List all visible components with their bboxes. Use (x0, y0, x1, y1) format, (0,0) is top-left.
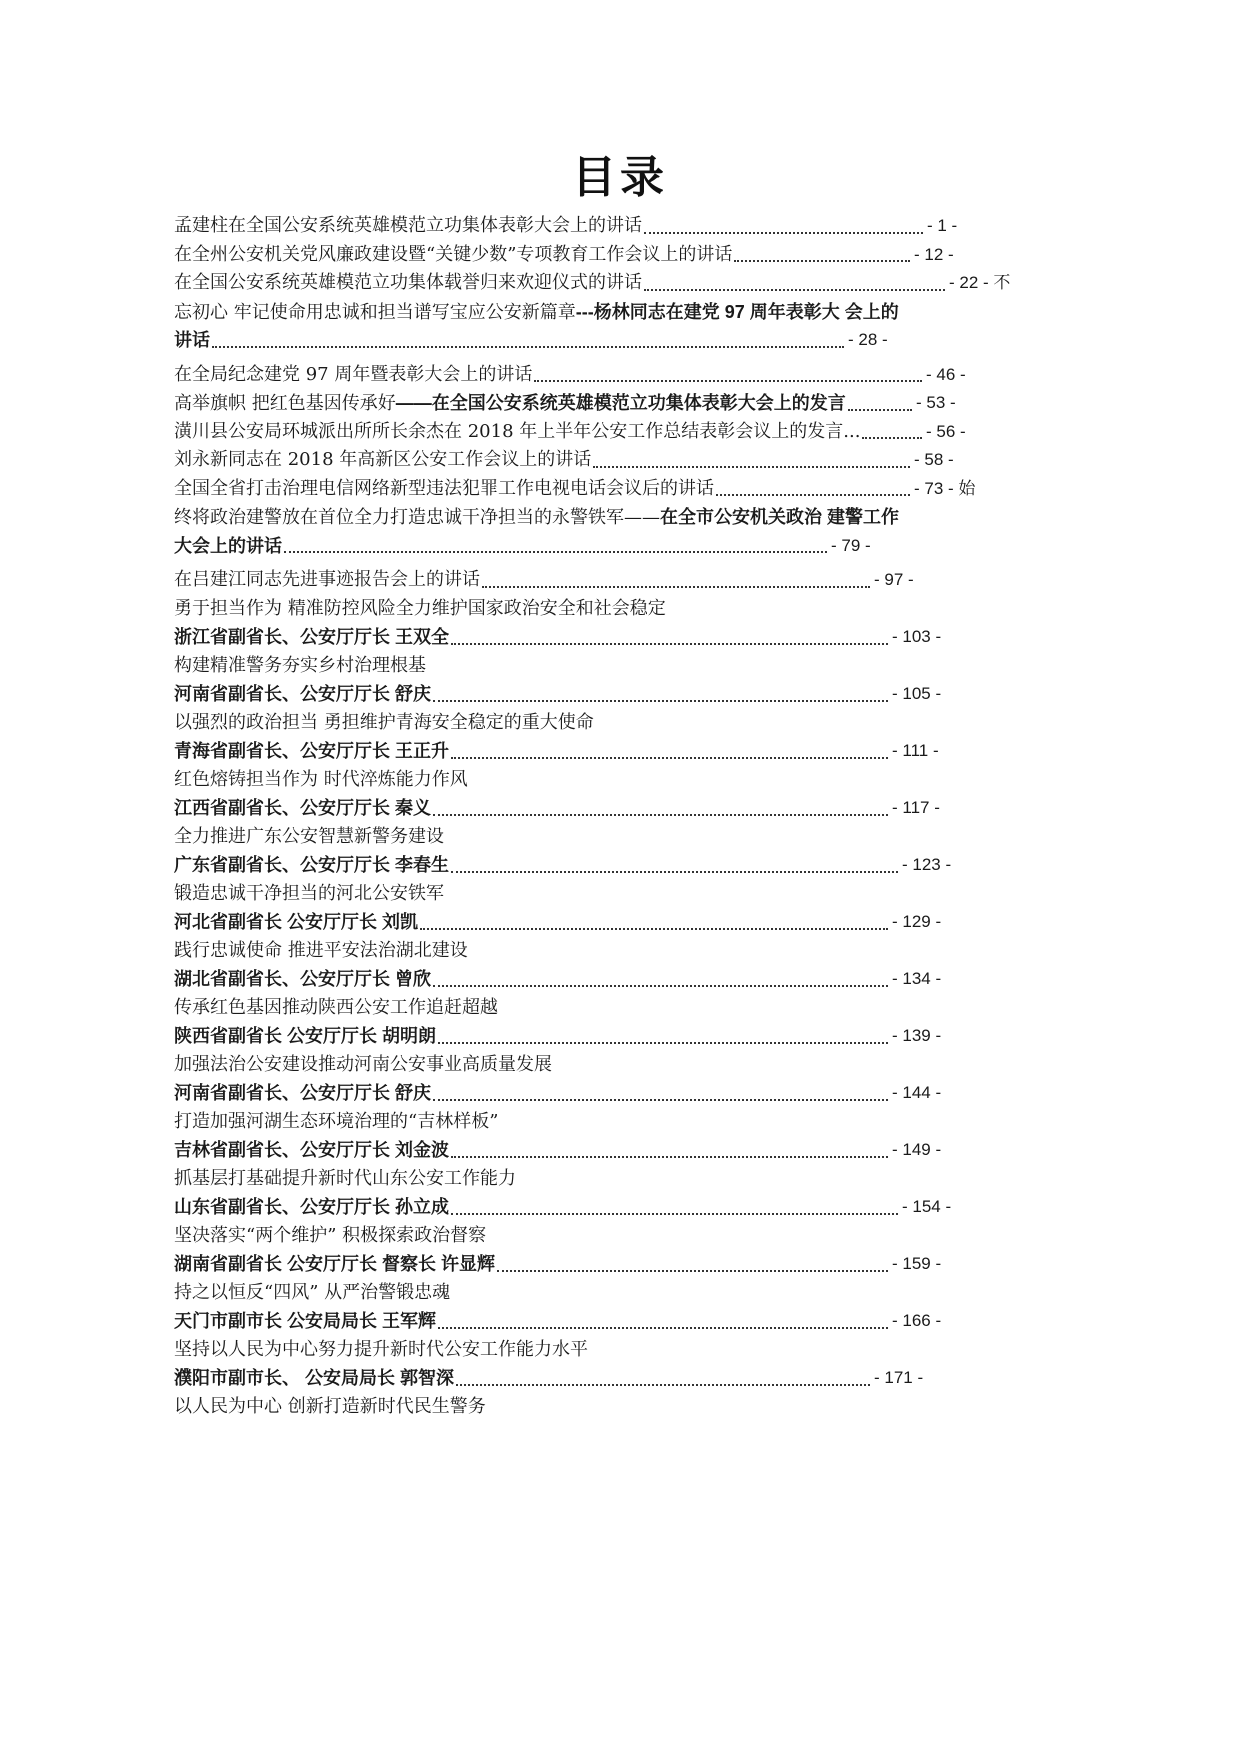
toc-entry[interactable] (174, 851, 1086, 880)
toc-entry[interactable] (174, 1279, 1086, 1308)
toc-entry-title (174, 826, 444, 847)
toc-entry-title (174, 1026, 436, 1047)
toc-page-number: - 56 - (926, 418, 966, 447)
toc-entry[interactable] (174, 269, 1086, 298)
toc-entry[interactable] (174, 709, 1086, 738)
toc-entry-title (174, 1311, 436, 1332)
dot-leader (451, 1156, 888, 1158)
dot-leader (534, 380, 922, 382)
dot-leader (644, 289, 945, 291)
toc-entry[interactable] (174, 1079, 1086, 1108)
toc-entry[interactable] (174, 418, 1086, 447)
toc-entry-text: 湖南省副省长 公安厅厅长 督察长 许显辉 (174, 1254, 496, 1274)
toc-entry-text: 濮阳市副市长、 公安局局长 郭智深 (174, 1368, 455, 1388)
toc-entry-text: 忘初心 牢记使命用忠诚和担当谱写宝应公安新篇章 (174, 301, 576, 323)
dot-leader (593, 466, 910, 468)
toc-entry-title (174, 769, 468, 790)
toc-entry-text: 高举旗帜 把红色基因传承好 (174, 393, 396, 414)
dot-leader (284, 551, 827, 553)
toc-page-number: - 159 - (892, 1250, 941, 1279)
toc-page-number: - 139 - (892, 1022, 941, 1051)
toc-entry-title (174, 1282, 450, 1303)
dot-leader (212, 346, 844, 348)
toc-entry-text: 在全国公安系统英雄模范立功集体载誉归来欢迎仪式的讲话 (174, 272, 642, 293)
toc-entry-title (174, 1396, 486, 1417)
toc-page-number: - 123 - (902, 851, 951, 880)
toc-entry[interactable] (174, 1250, 1086, 1279)
toc-entry-title (174, 536, 282, 557)
toc-entry-text: 在吕建江同志先进事迹报告会上的讲话 (174, 569, 480, 590)
dot-leader (716, 494, 910, 496)
toc-page-number: - 149 - (892, 1136, 941, 1165)
dot-leader (451, 757, 888, 759)
dot-leader (497, 1270, 888, 1272)
toc-entry[interactable] (174, 737, 1086, 766)
toc-entry-title (174, 1339, 588, 1360)
toc-entry-text: 以人民为中心 创新打造新时代民生警务 (174, 1395, 486, 1417)
toc-page-number: - 53 - (916, 389, 956, 418)
toc-entry-text: 江西省副省长、公安厅厅长 秦义 (174, 798, 431, 818)
toc-entry[interactable] (174, 566, 1086, 595)
dot-leader (862, 437, 922, 439)
toc-entry-title (174, 302, 899, 323)
toc-entry-title (174, 997, 498, 1018)
toc-entry-text: 在全市公安机关政治 建警工作 (660, 507, 899, 527)
toc-entry-title (174, 393, 846, 414)
toc-entry-text: 青海省副省长、公安厅厅长 王正升 (174, 741, 449, 761)
toc-entry-title (174, 969, 431, 990)
toc-entry-title (174, 1168, 516, 1189)
toc-page-number: - 166 - (892, 1307, 941, 1336)
dot-leader (734, 260, 910, 262)
toc-entry-text: 在全州公安机关党风廉政建设暨“关键少数”专项教育工作会议上的讲话 (174, 243, 733, 265)
toc-entry[interactable] (174, 241, 1086, 270)
dot-leader (420, 928, 888, 930)
toc-entry-title (174, 684, 431, 705)
toc-entry-text: 终将政治建警放在首位全力打造忠诚干净担当的永警铁军—— (174, 507, 660, 528)
toc-entry-title (174, 215, 642, 236)
toc-entry-text: 河北省副省长 公安厅厅长 刘凯 (174, 912, 419, 932)
toc-entry-title (174, 421, 860, 442)
toc-entry-title (174, 1254, 495, 1275)
toc-entry[interactable] (174, 1393, 1086, 1422)
toc-entry-text: 践行忠诚使命 推进平安法治湖北建设 (174, 939, 468, 961)
toc-entry-text: 孟建柱在全国公安系统英雄模范立功集体表彰大会上的讲话 (174, 215, 642, 236)
toc-entry[interactable] (174, 389, 1086, 418)
toc-entry[interactable] (174, 1307, 1086, 1336)
toc-entry-text: 大会上的讲话 (174, 535, 282, 556)
toc-entry-text: 刘永新同志在 2018 年高新区公安工作会议上的讲话 (174, 449, 592, 470)
toc-entry-title (174, 1197, 449, 1218)
toc-entry-title (174, 244, 732, 265)
toc-entry[interactable] (174, 1108, 1086, 1137)
toc-entry[interactable] (174, 446, 1086, 475)
toc-entry-title (174, 627, 449, 648)
toc-entry-title (174, 1225, 486, 1246)
toc-entry-title (174, 1111, 498, 1132)
toc-entry-title (174, 1083, 431, 1104)
toc-entry[interactable] (174, 1051, 1086, 1080)
toc-entry[interactable] (174, 680, 1086, 709)
toc-entry[interactable] (174, 623, 1086, 652)
toc-page-number: - 46 - (926, 361, 966, 390)
page-title: 目录 (572, 152, 668, 203)
toc-entry-title (174, 1368, 454, 1389)
toc-page-number: - 171 - (874, 1364, 923, 1393)
toc-entry[interactable] (174, 908, 1086, 937)
toc-entry-text: 坚决落实“两个维护” 积极探索政治督察 (174, 1224, 487, 1246)
toc-page-number: - 1 - (927, 212, 957, 241)
dot-leader (433, 1099, 888, 1101)
toc-page-number: - 58 - (914, 446, 954, 475)
dot-leader (433, 814, 888, 816)
toc-entry-title (174, 940, 468, 961)
toc-entry-text: 陕西省副省长 公安厅厅长 胡明朗 (174, 1026, 437, 1046)
table-of-contents (174, 212, 1086, 1421)
toc-entry-text: 坚持以人民为中心努力提升新时代公安工作能力水平 (174, 1338, 588, 1360)
toc-page-number: - 154 - (902, 1193, 951, 1222)
toc-entry[interactable] (174, 361, 1086, 390)
dot-leader (848, 409, 912, 411)
toc-page-number: - 28 - (848, 326, 888, 355)
toc-entry[interactable] (174, 1193, 1086, 1222)
toc-entry-title (174, 449, 591, 470)
toc-entry[interactable] (174, 1336, 1086, 1365)
toc-entry-text: 在全局纪念建党 97 周年暨表彰大会上的讲话 (174, 363, 533, 385)
dot-leader (451, 871, 898, 873)
toc-entry-title (174, 330, 210, 351)
toc-entry[interactable] (174, 994, 1086, 1023)
toc-entry-title (174, 507, 899, 528)
toc-entry-text: 打造加强河湖生态环境治理的“吉林样板” (174, 1110, 499, 1132)
dot-leader (451, 1213, 898, 1215)
toc-entry-text: ——在全国公安系统英雄模范立功集体表彰大会上的发言 (395, 393, 846, 413)
dot-leader (438, 1042, 888, 1044)
toc-entry[interactable] (174, 823, 1086, 852)
toc-page-number: - 129 - (892, 908, 941, 937)
toc-entry-text: 红色熔铸担当作为 时代淬炼能力作风 (174, 768, 468, 790)
toc-page-number: - 22 - 不 (949, 269, 1010, 298)
toc-page-number: - 134 - (892, 965, 941, 994)
dot-leader (456, 1384, 870, 1386)
toc-entry-title (174, 912, 418, 933)
toc-page-number: - 73 - 始 (914, 475, 975, 504)
toc-entry-title (174, 569, 480, 590)
toc-entry-text: 河南省副省长、公安厅厅长 舒庆 (174, 1083, 431, 1103)
toc-entry-text: 勇于担当作为 精准防控风险全力维护国家政治安全和社会稳定 (174, 597, 666, 619)
dot-leader (433, 985, 888, 987)
toc-entry[interactable] (174, 532, 1086, 561)
toc-entry[interactable] (174, 1364, 1086, 1393)
toc-entry-text: 河南省副省长、公安厅厅长 舒庆 (174, 684, 431, 704)
toc-entry-text: 潢川县公安局环城派出所所长余杰在 2018 年上半年公安工作总结表彰会议上的发言... (174, 420, 861, 442)
toc-entry[interactable] (174, 1222, 1086, 1251)
toc-entry-text: 山东省副省长、公安厅厅长 孙立成 (174, 1197, 449, 1217)
toc-entry[interactable] (174, 652, 1086, 681)
toc-entry-text: 传承红色基因推动陕西公安工作追赶超越 (174, 996, 498, 1018)
toc-entry[interactable] (174, 1022, 1086, 1051)
toc-entry[interactable] (174, 1136, 1086, 1165)
toc-entry-title (174, 1140, 449, 1161)
toc-entry[interactable] (174, 326, 1086, 355)
toc-entry[interactable] (174, 503, 1086, 532)
toc-entry[interactable] (174, 212, 1086, 241)
toc-entry[interactable] (174, 937, 1086, 966)
toc-entry-text: 全力推进广东公安智慧新警务建设 (174, 825, 444, 847)
toc-entry-text: 持之以恒反“四风” 从严治警锻忠魂 (174, 1281, 451, 1303)
dot-leader (644, 232, 923, 234)
toc-page-number: - 144 - (892, 1079, 941, 1108)
toc-entry-text: 以强烈的政治担当 勇担维护青海安全稳定的重大使命 (174, 711, 594, 733)
toc-entry[interactable] (174, 475, 1086, 504)
toc-entry-text: 天门市副市长 公安局局长 王军辉 (174, 1311, 437, 1331)
toc-entry-text: 抓基层打基础提升新时代山东公安工作能力 (174, 1167, 516, 1189)
toc-entry[interactable] (174, 298, 1086, 327)
toc-entry-title (174, 478, 714, 499)
toc-entry-text: ---杨林同志在建党 97 周年表彰大 会上的 (575, 301, 899, 322)
dot-leader (482, 586, 870, 588)
dot-leader (438, 1327, 888, 1329)
toc-page-number: - 79 - (831, 532, 871, 561)
toc-entry-title (174, 364, 532, 385)
toc-entry-text: 浙江省副省长、公安厅厅长 王双全 (174, 627, 449, 647)
toc-entry-title (174, 598, 666, 619)
toc-entry[interactable] (174, 766, 1086, 795)
toc-entry-text: 锻造忠诚干净担当的河北公安铁军 (174, 882, 444, 904)
toc-entry[interactable] (174, 965, 1086, 994)
toc-entry-title (174, 741, 449, 762)
toc-entry-title (174, 1054, 552, 1075)
toc-page-number: - 117 - (892, 794, 940, 823)
toc-page-number: - 103 - (892, 623, 941, 652)
toc-page-number: - 105 - (892, 680, 941, 709)
toc-entry-title (174, 712, 594, 733)
toc-entry-text: 加强法治公安建设推动河南公安事业高质量发展 (174, 1053, 552, 1075)
toc-page-number: - 97 - (874, 566, 914, 595)
toc-entry-text: 讲话 (174, 330, 210, 350)
toc-entry-text: 构建精准警务夯实乡村治理根基 (174, 654, 426, 676)
toc-entry-text: 全国全省打击治理电信网络新型违法犯罪工作电视电话会议后的讲话 (174, 477, 714, 499)
toc-entry-title (174, 798, 431, 819)
toc-entry-text: 吉林省副省长、公安厅厅长 刘金波 (174, 1140, 449, 1160)
dot-leader (433, 700, 888, 702)
toc-entry-title (174, 655, 426, 676)
dot-leader (451, 643, 888, 645)
toc-entry[interactable] (174, 595, 1086, 624)
toc-entry[interactable] (174, 1165, 1086, 1194)
toc-page-number: - 111 - (892, 737, 939, 766)
toc-entry[interactable] (174, 880, 1086, 909)
toc-entry-title (174, 883, 444, 904)
toc-entry-title (174, 272, 642, 293)
toc-entry-title (174, 855, 449, 876)
toc-page-number: - 12 - (914, 241, 954, 270)
toc-entry[interactable] (174, 794, 1086, 823)
toc-entry-text: 湖北省副省长、公安厅厅长 曾欣 (174, 969, 431, 989)
toc-entry-text: 广东省副省长、公安厅厅长 李春生 (174, 855, 449, 875)
